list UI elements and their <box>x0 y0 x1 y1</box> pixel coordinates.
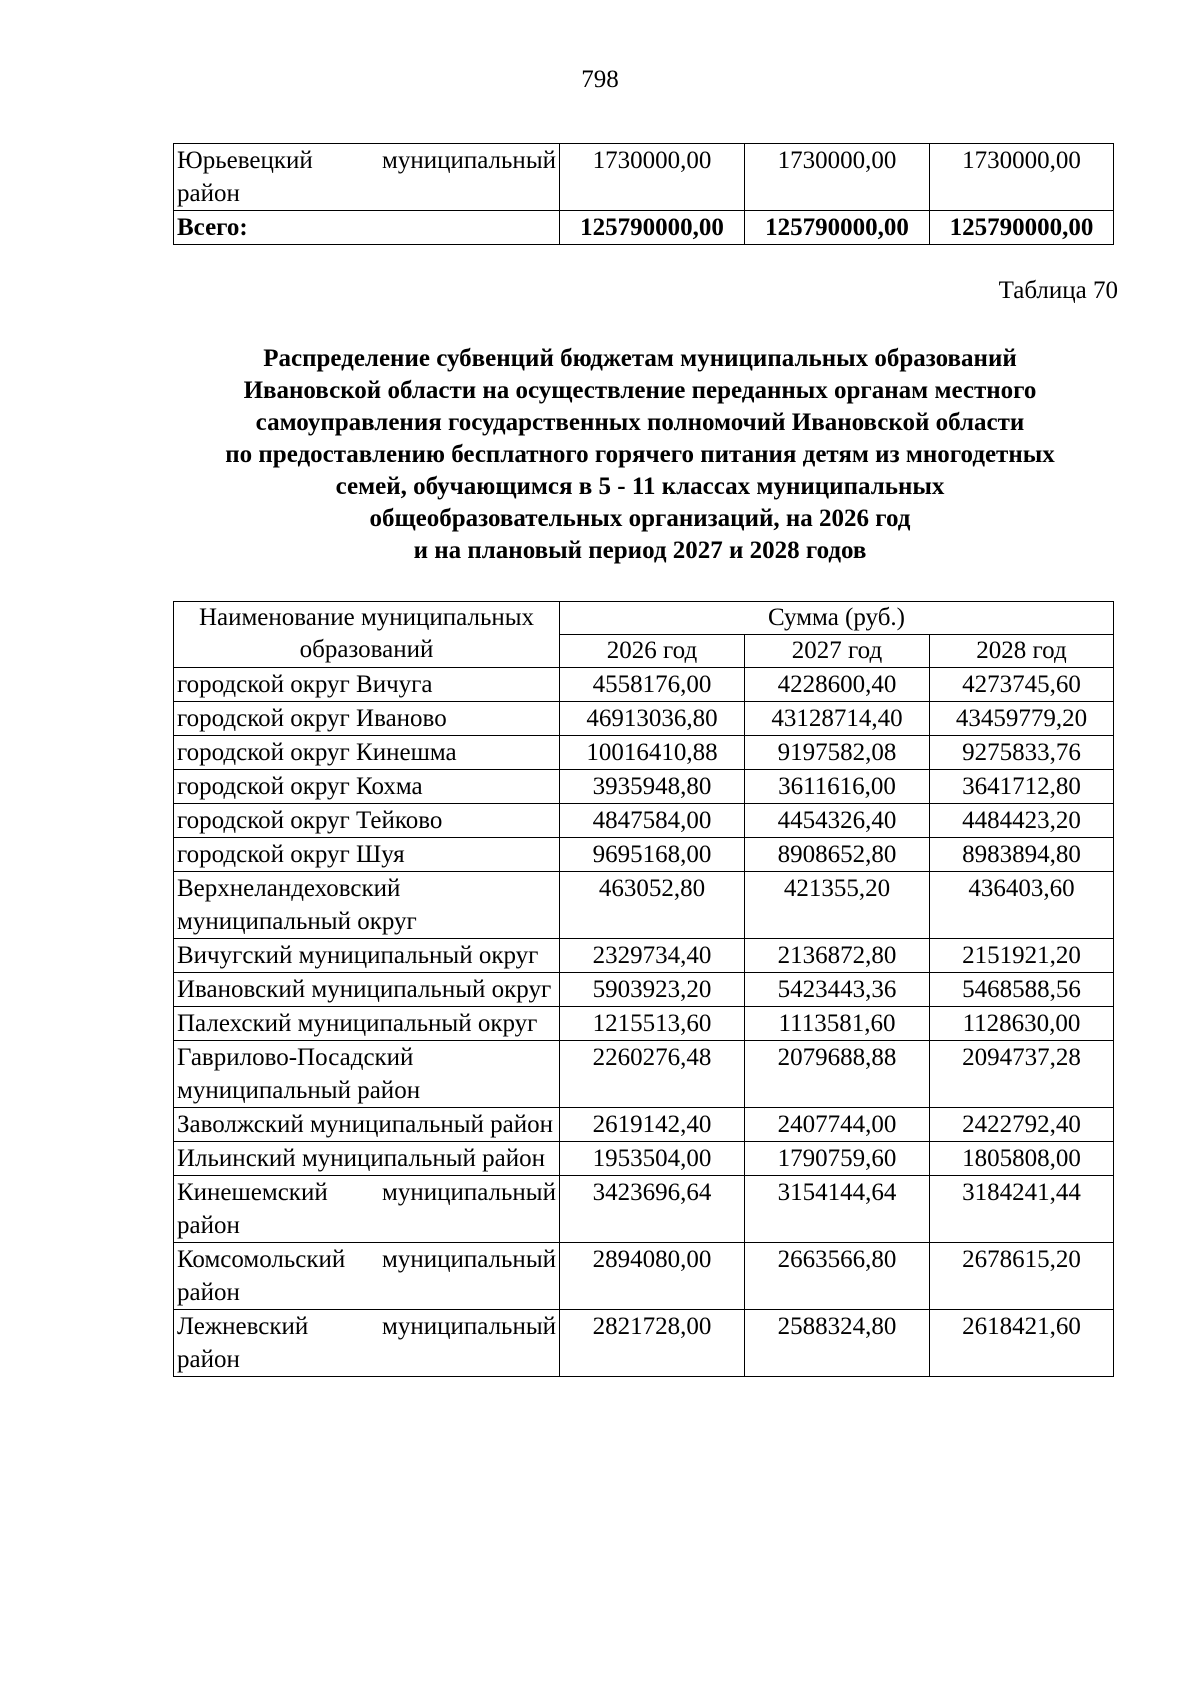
value-2026: 2821728,00 <box>560 1310 745 1377</box>
value-2028: 1128630,00 <box>930 1007 1114 1041</box>
row-name: Вичугский муниципальный округ <box>174 939 560 973</box>
table-row <box>174 770 1114 804</box>
value-2027: 1730000,00 <box>745 144 930 211</box>
header-row <box>174 602 1114 635</box>
value-2027: 2079688,88 <box>745 1041 930 1108</box>
row-name: городской округ Кохма <box>174 770 560 804</box>
table-heading <box>160 343 1120 567</box>
value-2027: 2136872,80 <box>745 939 930 973</box>
value-2026: 1953504,00 <box>560 1142 745 1176</box>
table-row <box>174 1243 1114 1310</box>
value-2027: 2407744,00 <box>745 1108 930 1142</box>
previous-table <box>173 143 1114 245</box>
heading-line: общеобразовательных организаций, на 2026 год <box>369 505 911 532</box>
table-row <box>174 736 1114 770</box>
table-label: Таблица 70 <box>998 277 1118 304</box>
heading-line: Распределение субвенций бюджетам муниципальных образований <box>263 345 1017 372</box>
table-row <box>174 144 1114 211</box>
row-name: городской округ Тейково <box>174 804 560 838</box>
row-name: Заволжский муниципальный район <box>174 1108 560 1142</box>
value-2027: 3611616,00 <box>745 770 930 804</box>
table-row <box>174 668 1114 702</box>
heading-line: по предоставлению бесплатного горячего питания детям из многодетных <box>225 441 1055 468</box>
value-2026: 3935948,80 <box>560 770 745 804</box>
row-name: Юрьевецкий муниципальный район <box>174 144 560 211</box>
row-name: Верхнеландеховский муниципальный округ <box>174 872 560 939</box>
value-2028: 2678615,20 <box>930 1243 1114 1310</box>
year-header-2027: 2027 год <box>745 635 930 668</box>
row-name: Ильинский муниципальный район <box>174 1142 560 1176</box>
heading-line: и на плановый период 2027 и 2028 годов <box>413 537 867 564</box>
row-name: городской округ Вичуга <box>174 668 560 702</box>
total-row <box>174 211 1114 245</box>
table-row <box>174 1142 1114 1176</box>
table-row <box>174 872 1114 939</box>
value-2028: 3184241,44 <box>930 1176 1114 1243</box>
value-2027: 3154144,64 <box>745 1176 930 1243</box>
total-2028: 125790000,00 <box>930 211 1114 245</box>
value-2026: 9695168,00 <box>560 838 745 872</box>
value-2027: 43128714,40 <box>745 702 930 736</box>
value-2028: 43459779,20 <box>930 702 1114 736</box>
value-2027: 421355,20 <box>745 872 930 939</box>
value-2026: 10016410,88 <box>560 736 745 770</box>
value-2026: 3423696,64 <box>560 1176 745 1243</box>
value-2028: 1805808,00 <box>930 1142 1114 1176</box>
table-row <box>174 1041 1114 1108</box>
value-2028: 436403,60 <box>930 872 1114 939</box>
value-2028: 2151921,20 <box>930 939 1114 973</box>
row-name: городской округ Иваново <box>174 702 560 736</box>
row-name: Кинешемский муниципальный район <box>174 1176 560 1243</box>
heading-line: самоуправления государственных полномочий Ивановской области <box>255 409 1025 436</box>
value-2027: 8908652,80 <box>745 838 930 872</box>
table-row <box>174 838 1114 872</box>
value-2027: 4228600,40 <box>745 668 930 702</box>
heading-line: Ивановской области на осуществление переданных органам местного <box>243 377 1037 404</box>
heading-line: семей, обучающимся в 5 - 11 классах муниципальных <box>335 473 945 500</box>
value-2028: 2094737,28 <box>930 1041 1114 1108</box>
table-row <box>174 1310 1114 1377</box>
value-2028: 2618421,60 <box>930 1310 1114 1377</box>
table-row <box>174 1108 1114 1142</box>
value-2027: 4454326,40 <box>745 804 930 838</box>
sum-column-header: Сумма (руб.) <box>560 602 1114 635</box>
value-2028: 1730000,00 <box>930 144 1114 211</box>
value-2027: 1113581,60 <box>745 1007 930 1041</box>
value-2028: 8983894,80 <box>930 838 1114 872</box>
value-2026: 2619142,40 <box>560 1108 745 1142</box>
value-2026: 46913036,80 <box>560 702 745 736</box>
value-2027: 9197582,08 <box>745 736 930 770</box>
table-row <box>174 702 1114 736</box>
value-2028: 4484423,20 <box>930 804 1114 838</box>
value-2026: 2894080,00 <box>560 1243 745 1310</box>
name-column-header: Наименование муниципальных образований <box>174 602 560 668</box>
value-2028: 2422792,40 <box>930 1108 1114 1142</box>
value-2028: 5468588,56 <box>930 973 1114 1007</box>
year-header-2028: 2028 год <box>930 635 1114 668</box>
row-name: Ивановский муниципальный округ <box>174 973 560 1007</box>
value-2026: 5903923,20 <box>560 973 745 1007</box>
table-row <box>174 1007 1114 1041</box>
value-2027: 2663566,80 <box>745 1243 930 1310</box>
row-name: Палехский муниципальный округ <box>174 1007 560 1041</box>
page-number: 798 <box>581 66 619 93</box>
table-row <box>174 804 1114 838</box>
value-2026: 4847584,00 <box>560 804 745 838</box>
row-name: Комсомольский муниципальный район <box>174 1243 560 1310</box>
total-2026: 125790000,00 <box>560 211 745 245</box>
value-2026: 1215513,60 <box>560 1007 745 1041</box>
value-2026: 463052,80 <box>560 872 745 939</box>
total-label: Всего: <box>174 211 560 245</box>
table-row <box>174 939 1114 973</box>
table-row <box>174 1176 1114 1243</box>
value-2028: 3641712,80 <box>930 770 1114 804</box>
row-name: городской округ Шуя <box>174 838 560 872</box>
value-2026: 2329734,40 <box>560 939 745 973</box>
table-row <box>174 973 1114 1007</box>
row-name: Гаврилово-Посадский муниципальный район <box>174 1041 560 1108</box>
value-2026: 4558176,00 <box>560 668 745 702</box>
value-2028: 4273745,60 <box>930 668 1114 702</box>
value-2028: 9275833,76 <box>930 736 1114 770</box>
subvention-table <box>173 601 1114 1377</box>
value-2027: 5423443,36 <box>745 973 930 1007</box>
value-2027: 1790759,60 <box>745 1142 930 1176</box>
row-name: Лежневский муниципальный район <box>174 1310 560 1377</box>
value-2026: 1730000,00 <box>560 144 745 211</box>
value-2027: 2588324,80 <box>745 1310 930 1377</box>
row-name: городской округ Кинешма <box>174 736 560 770</box>
value-2026: 2260276,48 <box>560 1041 745 1108</box>
total-2027: 125790000,00 <box>745 211 930 245</box>
year-header-2026: 2026 год <box>560 635 745 668</box>
